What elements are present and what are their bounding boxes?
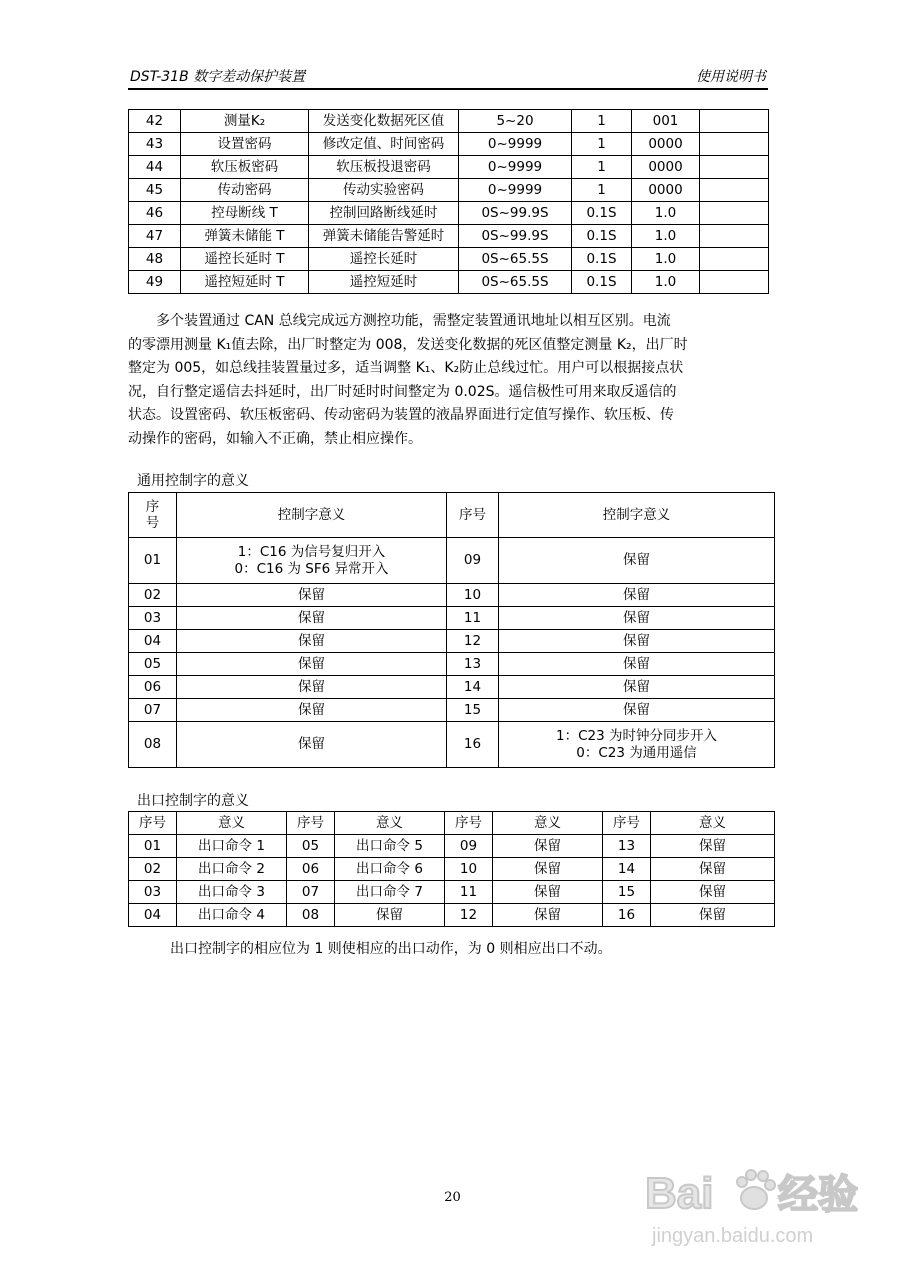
- table-cell: 1: [572, 133, 632, 156]
- page-number: 20: [444, 1190, 461, 1205]
- table-cell: 传动密码: [181, 179, 309, 202]
- table-row: [129, 676, 775, 699]
- table-row: [129, 248, 769, 271]
- table-cell: 1: [572, 179, 632, 202]
- header-title: DST-31B 数字差动保护装置: [130, 69, 306, 85]
- table-row: [129, 858, 775, 881]
- table-row: [129, 271, 769, 294]
- table-cell: 保留: [499, 584, 775, 607]
- table-cell: 09: [445, 835, 493, 858]
- table-cell: 02: [129, 584, 177, 607]
- table-cell: [700, 202, 769, 225]
- table-cell: 02: [129, 858, 177, 881]
- table-cell: 意义: [493, 812, 603, 835]
- table-cell: 保留: [651, 858, 775, 881]
- paragraph-line: 整定为 005，如总线挂装置量过多，适当调整 K₁、K₂防止总线过忙。用户可以根据接点状: [128, 360, 684, 376]
- table-cell: 保留: [499, 676, 775, 699]
- table-cell: 发送变化数据死区值: [309, 110, 459, 133]
- table-cell: 出口命令 5: [335, 835, 445, 858]
- table-row: [129, 110, 769, 133]
- svg-text:Bai: Bai: [645, 1169, 714, 1218]
- table-cell: 保留: [499, 653, 775, 676]
- table-cell: 保留: [177, 722, 447, 768]
- table-cell: 控制回路断线延时: [309, 202, 459, 225]
- table-cell: 16: [603, 904, 651, 927]
- output-control-table: [128, 811, 775, 927]
- table-cell: 43: [129, 133, 181, 156]
- table-row: [129, 904, 775, 927]
- table-row: [129, 156, 769, 179]
- table-row: [129, 179, 769, 202]
- table-cell: 弹簧未储能 T: [181, 225, 309, 248]
- table-cell: 保留: [499, 630, 775, 653]
- table-cell: 0~9999: [459, 179, 572, 202]
- table-row: [129, 133, 769, 156]
- table-cell: 14: [447, 676, 499, 699]
- table-cell: 16: [447, 722, 499, 768]
- table-cell: 意义: [651, 812, 775, 835]
- table-cell: [700, 225, 769, 248]
- table-cell: 0.1S: [572, 202, 632, 225]
- table-cell: 序号: [445, 812, 493, 835]
- table-cell: 03: [129, 881, 177, 904]
- table-row: [129, 202, 769, 225]
- table-row: [129, 584, 775, 607]
- table-cell: 保留: [651, 881, 775, 904]
- table-cell: 08: [129, 722, 177, 768]
- table-row: [129, 630, 775, 653]
- baidu-watermark: [640, 1150, 865, 1255]
- table-cell: 11: [447, 607, 499, 630]
- table-cell: 46: [129, 202, 181, 225]
- table-cell: 13: [603, 835, 651, 858]
- table-cell: 44: [129, 156, 181, 179]
- general-control-caption: 通用控制字的意义: [137, 473, 249, 489]
- paragraph-line: 况，自行整定遥信去抖延时，出厂时延时时间整定为 0.02S。遥信极性可用来取反遥信的: [128, 383, 677, 400]
- table-cell: 出口命令 6: [335, 858, 445, 881]
- table-cell: 1：C23 为时钟分同步开入 0：C23 为通用遥信: [499, 722, 775, 768]
- table-cell: 01: [129, 538, 177, 584]
- table-row: [129, 881, 775, 904]
- table-cell: 软压板密码: [181, 156, 309, 179]
- table-cell: [700, 271, 769, 294]
- table-cell: [700, 179, 769, 202]
- paragraph-line: 的零漂用测量 K₁值去除，出厂时整定为 008，发送变化数据的死区值整定测量 K₂，出厂时: [128, 336, 688, 353]
- table-cell: 10: [445, 858, 493, 881]
- table-cell: 13: [447, 653, 499, 676]
- table-cell: 控制字意义: [177, 493, 447, 538]
- header-row: [129, 812, 775, 835]
- table-cell: 出口命令 7: [335, 881, 445, 904]
- paragraph-line: 多个装置通过 CAN 总线完成远方测控功能，需整定装置通讯地址以相互区别。电流: [156, 313, 671, 329]
- table-cell: 12: [445, 904, 493, 927]
- table-cell: 45: [129, 179, 181, 202]
- table-cell: 14: [603, 858, 651, 881]
- table-cell: 0~9999: [459, 133, 572, 156]
- table-cell: 保留: [651, 835, 775, 858]
- table-row: [129, 699, 775, 722]
- table-cell: 控母断线 T: [181, 202, 309, 225]
- table-cell: 序号: [287, 812, 335, 835]
- table-cell: 序号: [603, 812, 651, 835]
- table-cell: 意义: [335, 812, 445, 835]
- table-cell: 保留: [499, 538, 775, 584]
- table-cell: 0.1S: [572, 248, 632, 271]
- table-cell: 出口命令 3: [177, 881, 287, 904]
- table-cell: 遥控短延时 T: [181, 271, 309, 294]
- table-cell: 0000: [632, 179, 700, 202]
- description-paragraph: [128, 310, 766, 451]
- svg-text:经验: 经验: [778, 1173, 858, 1217]
- table-cell: 05: [287, 835, 335, 858]
- table-cell: 001: [632, 110, 700, 133]
- table-cell: 序号: [447, 493, 499, 538]
- table-cell: 10: [447, 584, 499, 607]
- table-cell: 传动实验密码: [309, 179, 459, 202]
- table-cell: 保留: [177, 607, 447, 630]
- table-cell: 保留: [493, 881, 603, 904]
- table-cell: 05: [129, 653, 177, 676]
- table-cell: 保留: [499, 699, 775, 722]
- table-cell: 49: [129, 271, 181, 294]
- table-cell: 弹簧未储能告警延时: [309, 225, 459, 248]
- table-cell: 序 号: [129, 493, 177, 538]
- table-cell: 保留: [177, 653, 447, 676]
- table-cell: 1: [572, 156, 632, 179]
- table-cell: 0000: [632, 156, 700, 179]
- table-cell: 0~9999: [459, 156, 572, 179]
- table-cell: 保留: [651, 904, 775, 927]
- table-cell: [700, 156, 769, 179]
- table-cell: 测量K₂: [181, 110, 309, 133]
- table-cell: 15: [447, 699, 499, 722]
- table-cell: 保留: [177, 584, 447, 607]
- table-cell: 保留: [493, 835, 603, 858]
- table-cell: 06: [129, 676, 177, 699]
- table-cell: 出口命令 1: [177, 835, 287, 858]
- table-cell: 11: [445, 881, 493, 904]
- table-cell: 1.0: [632, 225, 700, 248]
- table-cell: 09: [447, 538, 499, 584]
- table-cell: 12: [447, 630, 499, 653]
- table-row: [129, 607, 775, 630]
- table-cell: 保留: [493, 858, 603, 881]
- table-cell: 控制字意义: [499, 493, 775, 538]
- table-cell: 04: [129, 630, 177, 653]
- table-cell: 0S~65.5S: [459, 271, 572, 294]
- table-row: [129, 225, 769, 248]
- table-cell: 出口命令 2: [177, 858, 287, 881]
- table-cell: 0S~65.5S: [459, 248, 572, 271]
- table-row: [129, 722, 775, 768]
- table-cell: 03: [129, 607, 177, 630]
- table-cell: [700, 133, 769, 156]
- table-cell: 保留: [177, 676, 447, 699]
- table-cell: [700, 110, 769, 133]
- paragraph-line: 状态。设置密码、软压板密码、传动密码为装置的液晶界面进行定值写操作、软压板、传: [128, 407, 674, 423]
- table-cell: 1.0: [632, 202, 700, 225]
- header-manual: 使用说明书: [696, 69, 766, 85]
- table-cell: [700, 248, 769, 271]
- table-row: [129, 835, 775, 858]
- table-row: [129, 653, 775, 676]
- table-cell: 1.0: [632, 248, 700, 271]
- table-cell: 07: [129, 699, 177, 722]
- table-cell: 0.1S: [572, 225, 632, 248]
- table-cell: 07: [287, 881, 335, 904]
- table-cell: 遥控短延时: [309, 271, 459, 294]
- parameter-table: [128, 109, 769, 294]
- table-cell: 0S~99.9S: [459, 225, 572, 248]
- table-cell: 1: [572, 110, 632, 133]
- table-cell: 5~20: [459, 110, 572, 133]
- table-row: [129, 538, 775, 584]
- table-cell: 04: [129, 904, 177, 927]
- table-cell: 保留: [177, 699, 447, 722]
- table-cell: 保留: [177, 630, 447, 653]
- table-cell: 软压板投退密码: [309, 156, 459, 179]
- table-cell: 出口命令 4: [177, 904, 287, 927]
- table-cell: 01: [129, 835, 177, 858]
- svg-text:jingyan.baidu.com: jingyan.baidu.com: [652, 1225, 814, 1247]
- output-note: 出口控制字的相应位为 1 则使相应的出口动作，为 0 则相应出口不动。: [170, 941, 612, 957]
- table-cell: 42: [129, 110, 181, 133]
- table-cell: 08: [287, 904, 335, 927]
- table-cell: 修改定值、时间密码: [309, 133, 459, 156]
- table-cell: 意义: [177, 812, 287, 835]
- page-header: [128, 66, 768, 90]
- table-cell: 遥控长延时: [309, 248, 459, 271]
- paragraph-line: 动操作的密码，如输入不正确，禁止相应操作。: [128, 430, 422, 447]
- table-cell: 48: [129, 248, 181, 271]
- table-cell: 保留: [335, 904, 445, 927]
- table-cell: 06: [287, 858, 335, 881]
- table-cell: 保留: [493, 904, 603, 927]
- table-cell: 保留: [499, 607, 775, 630]
- table-cell: 0S~99.9S: [459, 202, 572, 225]
- table-cell: 序号: [129, 812, 177, 835]
- table-cell: 47: [129, 225, 181, 248]
- table-cell: 0.1S: [572, 271, 632, 294]
- table-cell: 设置密码: [181, 133, 309, 156]
- table-cell: 遥控长延时 T: [181, 248, 309, 271]
- table-cell: 1.0: [632, 271, 700, 294]
- table-cell: 15: [603, 881, 651, 904]
- header-row: [129, 493, 775, 538]
- general-control-table: [128, 492, 775, 768]
- table-cell: 0000: [632, 133, 700, 156]
- output-control-caption: 出口控制字的意义: [137, 793, 249, 809]
- table-cell: 1：C16 为信号复归开入 0：C16 为 SF6 异常开入: [177, 538, 447, 584]
